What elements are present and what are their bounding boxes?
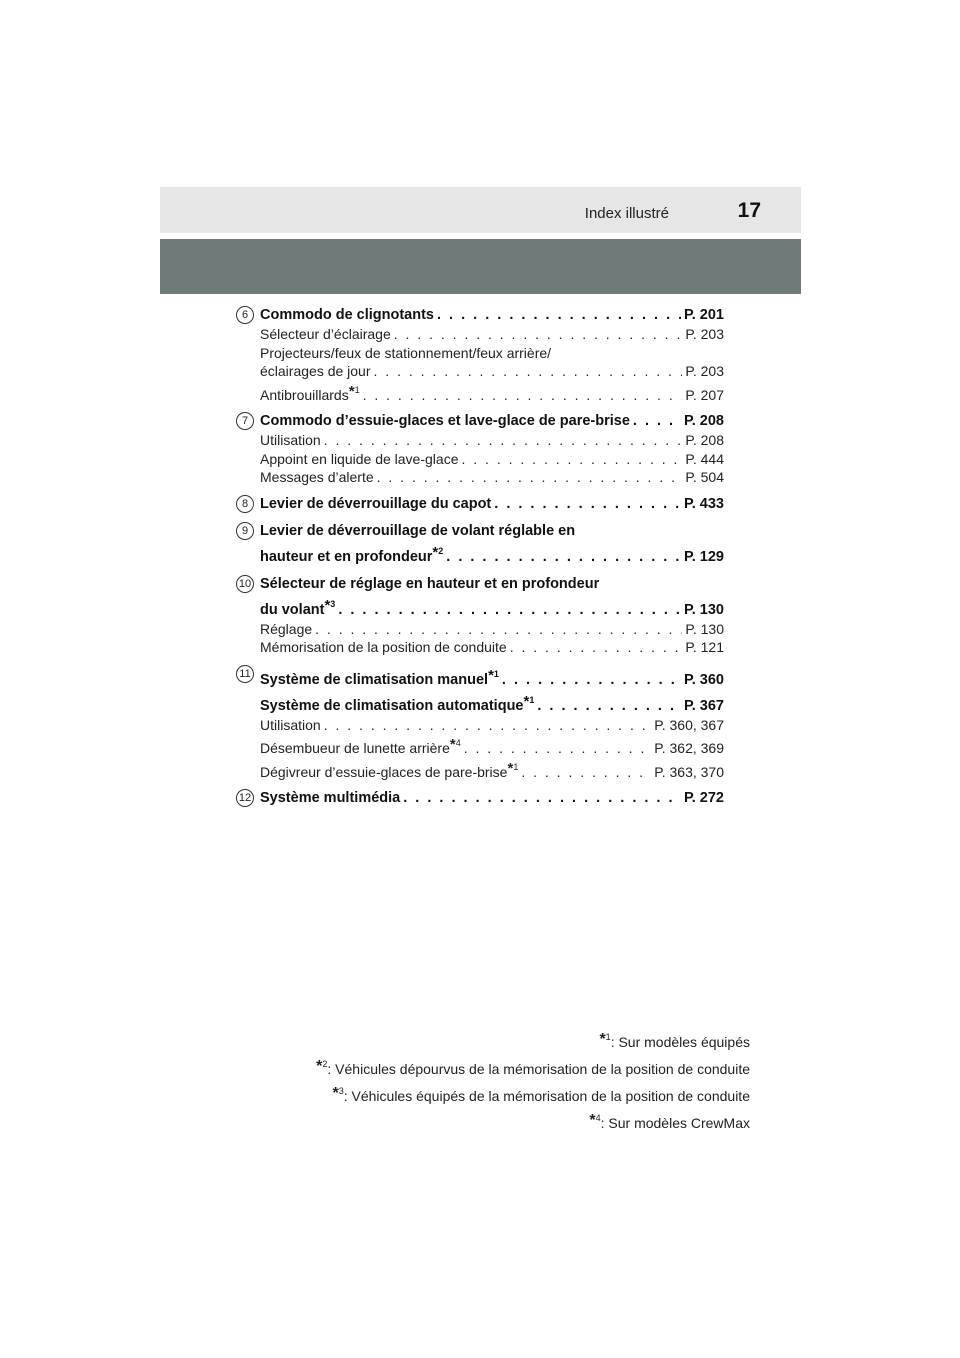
dot-leader <box>324 716 651 735</box>
dot-leader <box>502 670 681 690</box>
dot-leader <box>377 468 683 487</box>
page-reference-link[interactable]: P. 360, 367 <box>654 716 724 733</box>
callout-number-badge: 10 <box>236 575 254 593</box>
entry-label <box>260 450 458 469</box>
footnote-text: : Sur modèles CrewMax <box>600 1115 750 1131</box>
footnote-ref: 1 <box>354 384 360 395</box>
page-reference-link[interactable]: P. 208 <box>685 432 724 448</box>
footnote-asterisk: * <box>316 1058 323 1075</box>
entry-text: Levier de déverrouillage de volant réglable en <box>260 522 576 539</box>
page-reference-link[interactable]: P. 433 <box>683 495 724 512</box>
index-entry <box>236 664 724 782</box>
page-reference-link[interactable]: P. 367 <box>683 697 724 714</box>
entry-text: Projecteurs/feux de stationnement/feux arrière/ <box>260 344 552 361</box>
footnote-asterisk: * <box>332 1085 339 1102</box>
dot-leader <box>315 620 682 639</box>
dot-leader <box>394 325 683 344</box>
entry-subitem[interactable] <box>260 716 724 735</box>
index-entry <box>236 494 724 514</box>
entry-label <box>260 521 575 541</box>
entry-label <box>260 788 400 808</box>
footnote-ref: 2 <box>438 545 444 556</box>
footnote-ref: 1 <box>493 668 499 679</box>
page-reference-link[interactable]: P. 444 <box>685 450 724 467</box>
page-reference-link[interactable]: P. 362, 369 <box>654 740 724 756</box>
dot-leader <box>446 547 681 567</box>
entry-text: Réglage <box>260 620 313 637</box>
entry-subitem[interactable] <box>260 450 724 469</box>
dot-leader <box>494 494 681 514</box>
section-title: Index illustré <box>584 205 669 222</box>
footnote-asterisk: * <box>599 1031 606 1048</box>
entry-subitem[interactable] <box>260 468 724 487</box>
page-reference-link[interactable]: P. 130 <box>685 620 724 637</box>
footnote <box>316 1107 750 1134</box>
entry-text: Commodo de clignotants <box>260 307 434 323</box>
dot-leader <box>374 362 683 381</box>
callout-number-badge: 9 <box>236 522 254 540</box>
entry-subitem[interactable] <box>260 620 724 639</box>
footnote-text: : Sur modèles équipés <box>610 1034 750 1050</box>
entry-subitem[interactable] <box>260 381 724 405</box>
entry-subitem[interactable] <box>260 758 724 782</box>
entry-label <box>260 664 499 690</box>
index-entry <box>236 521 724 567</box>
footnote-asterisk: * <box>324 596 331 614</box>
entry-text: Levier de déverrouillage du capot <box>260 495 492 512</box>
entry-label <box>260 690 534 716</box>
entry-label <box>260 381 360 405</box>
index-entry <box>236 574 724 657</box>
entry-label <box>260 411 630 431</box>
entry-label <box>260 305 434 325</box>
entry-text: Antibrouillards <box>260 386 349 403</box>
entry-text: Système de climatisation manuel <box>260 671 489 688</box>
callout-number-badge: 6 <box>236 306 254 324</box>
index-entry <box>236 788 724 808</box>
page-reference-link[interactable]: P. 360 <box>683 671 724 688</box>
entry-subitem[interactable] <box>260 431 724 450</box>
footnote-number: 1 <box>605 1032 611 1042</box>
footnote-number: 4 <box>595 1113 601 1123</box>
entry-text: Dégivreur d’essuie-glaces de pare-brise <box>260 763 508 780</box>
page-number: 17 <box>737 199 761 222</box>
entry-label <box>260 758 518 782</box>
entry-subitem <box>260 344 724 363</box>
entry-text: du volant <box>260 601 325 618</box>
footnote-asterisk: * <box>449 736 456 753</box>
footnote-asterisk: * <box>348 382 355 400</box>
entry-text: Appoint en liquide de lave-glace <box>260 450 459 467</box>
dot-leader <box>403 788 681 808</box>
header-band <box>160 239 801 294</box>
entry-text: Système multimédia <box>260 790 401 806</box>
dot-leader <box>461 450 682 469</box>
page-reference-link[interactable]: P. 504 <box>685 469 724 485</box>
entry-label <box>260 468 374 487</box>
dot-leader <box>324 431 683 450</box>
entry-subitem[interactable] <box>260 734 724 758</box>
entry-label <box>260 620 312 639</box>
page-reference-link[interactable]: P. 121 <box>685 639 724 655</box>
entry-text: Messages d’alerte <box>260 469 374 485</box>
footnote <box>316 1026 750 1053</box>
entry-label <box>260 325 391 344</box>
entry-heading[interactable] <box>260 411 724 431</box>
entry-text: hauteur et en profondeur <box>260 548 433 565</box>
callout-number-badge: 12 <box>236 789 254 807</box>
footnote-text: : Véhicules dépourvus de la mémorisation de la position de conduite <box>327 1061 750 1077</box>
entry-label <box>260 594 335 620</box>
entry-label <box>260 541 443 567</box>
footnote <box>316 1053 750 1080</box>
entry-heading[interactable] <box>260 594 724 620</box>
footnote-asterisk: * <box>488 666 494 684</box>
entry-text: Système de climatisation automatique <box>260 697 524 714</box>
index-entries <box>236 305 724 815</box>
page-reference-link[interactable]: P. 207 <box>685 386 724 403</box>
entry-subitem[interactable] <box>260 325 724 344</box>
entry-text: Mémorisation de la position de conduite <box>260 639 507 655</box>
footnote-ref: 3 <box>330 598 336 609</box>
entry-heading[interactable] <box>260 494 724 514</box>
entry-label <box>260 362 371 381</box>
page-reference-link[interactable]: P. 129 <box>683 548 724 565</box>
page-reference-link[interactable]: P. 363, 370 <box>654 763 724 780</box>
footnote <box>316 1080 750 1107</box>
entry-label <box>260 344 551 363</box>
footnote-text: : Véhicules équipés de la mémorisation de la position de conduite <box>343 1088 750 1104</box>
dot-leader <box>633 411 681 431</box>
entry-label <box>260 574 599 594</box>
index-entry <box>236 411 724 487</box>
entry-label <box>260 638 507 657</box>
footnote-number: 3 <box>338 1086 344 1096</box>
dot-leader <box>437 305 681 325</box>
callout-number-badge: 11 <box>236 665 254 683</box>
dot-leader <box>537 696 681 716</box>
entry-heading <box>260 521 724 541</box>
page-reference-link[interactable]: P. 130 <box>683 601 724 618</box>
entry-heading[interactable] <box>260 305 724 325</box>
entry-label <box>260 431 321 450</box>
entry-heading[interactable] <box>260 788 724 808</box>
dot-leader <box>363 386 683 405</box>
footnote-ref: 1 <box>529 694 535 705</box>
entry-subitem[interactable] <box>260 638 724 657</box>
dot-leader <box>521 763 651 782</box>
page-reference-link[interactable]: P. 201 <box>683 307 724 323</box>
dot-leader <box>510 638 683 657</box>
entry-heading[interactable] <box>260 664 724 690</box>
entry-heading[interactable] <box>260 690 724 716</box>
entry-text: Sélecteur d’éclairage <box>260 326 391 342</box>
entry-label <box>260 734 461 758</box>
entry-text: Utilisation <box>260 716 321 733</box>
entry-text: Commodo d’essuie-glaces et lave-glace de pare-brise <box>260 413 630 429</box>
entry-text: éclairages de jour <box>260 363 371 379</box>
index-entry <box>236 305 724 404</box>
footnote-asterisk: * <box>589 1112 596 1129</box>
entry-text: Utilisation <box>260 432 321 448</box>
entry-label <box>260 716 321 735</box>
entry-text: Sélecteur de réglage en hauteur et en profondeur <box>260 575 600 592</box>
footnote-asterisk: * <box>523 692 530 710</box>
footnote-ref: 4 <box>455 738 461 748</box>
page-header <box>160 187 801 233</box>
footnote-asterisk: * <box>507 759 514 777</box>
footnote-ref: 1 <box>513 761 519 772</box>
footnote-number: 2 <box>322 1059 328 1069</box>
entry-subitem[interactable] <box>260 362 724 381</box>
dot-leader <box>464 739 651 758</box>
page-reference-link[interactable]: P. 203 <box>685 363 724 379</box>
entry-text: Désembueur de lunette arrière <box>260 740 450 756</box>
entry-label <box>260 494 491 514</box>
entry-heading[interactable] <box>260 541 724 567</box>
page-reference-link[interactable]: P. 203 <box>685 326 724 342</box>
dot-leader <box>338 600 681 620</box>
page-reference-link[interactable]: P. 208 <box>683 413 724 429</box>
footnotes <box>316 1026 750 1134</box>
page-reference-link[interactable]: P. 272 <box>683 790 724 806</box>
entry-heading <box>260 574 724 594</box>
callout-number-badge: 7 <box>236 412 254 430</box>
callout-number-badge: 8 <box>236 495 254 513</box>
footnote-asterisk: * <box>432 543 439 561</box>
